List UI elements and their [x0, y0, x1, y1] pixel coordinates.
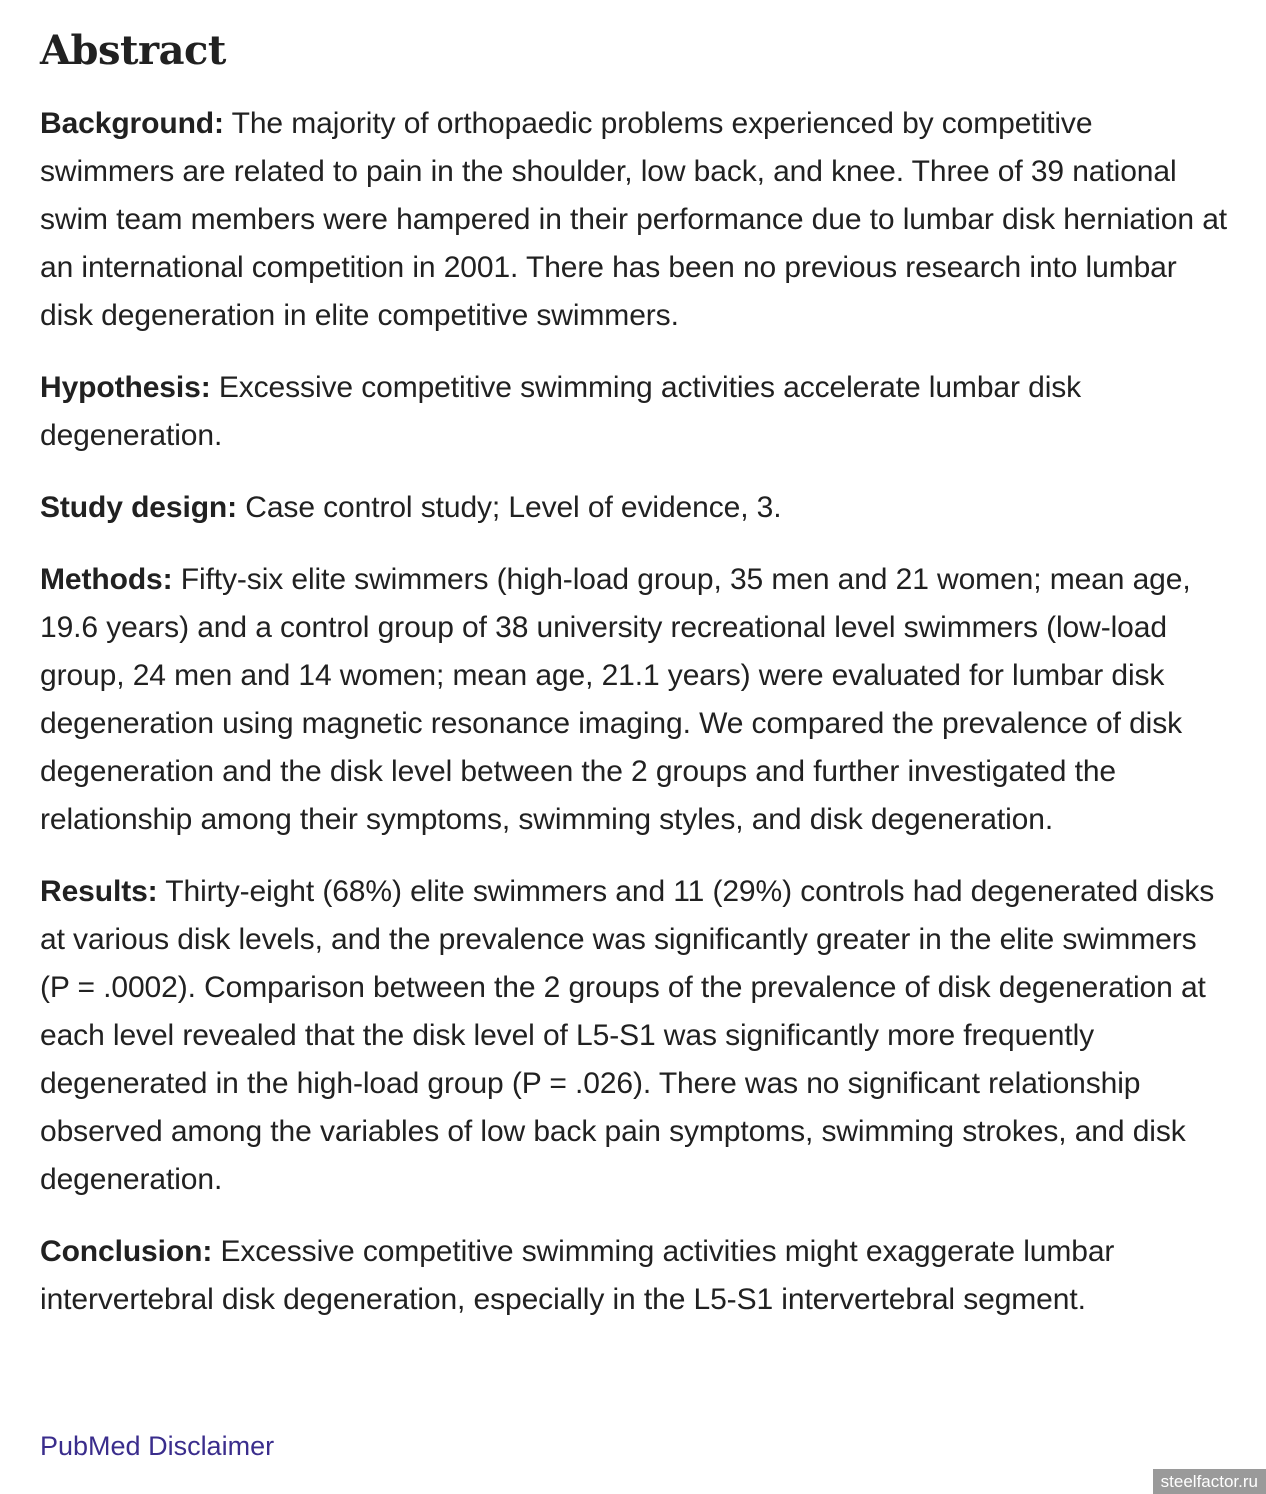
section-text: The majority of orthopaedic problems experienced by competitive swimmers are related to pain in the shoulder, low back, and knee. Three of 39 national swim team members were hampered in their performance due to lumbar disk herniation at an international competition in 2001. There has been no previous research into lumbar disk degeneration in elite competitive swimmers. — [40, 107, 1228, 332]
section-label: Conclusion: — [40, 1235, 213, 1268]
section-label: Methods: — [40, 563, 173, 596]
section-label: Study design: — [40, 491, 238, 524]
section-label: Background: — [40, 107, 224, 140]
section-text: Excessive competitive swimming activities might exaggerate lumbar intervertebral disk degeneration, especially in the L5-S1 intervertebral segment. — [40, 1235, 1115, 1316]
section-text: Fifty-six elite swimmers (high-load group, 35 men and 21 women; mean age, 19.6 years) and a control group of 38 university recreational level swimmers (low-load group, 24 men and 14 women; mean age, 21.1 years) were evaluated for lumbar disk degeneration using magnetic resonance imaging. We compared the prevalence of disk degeneration and the disk level between the 2 groups and further investigated the relationship among their symptoms, swimming styles, and disk degeneration. — [40, 563, 1191, 836]
abstract-hypothesis — [40, 364, 1230, 460]
section-text: Thirty-eight (68%) elite swimmers and 11 (29%) controls had degenerated disks at various disk levels, and the prevalence was significantly greater in the elite swimmers (P = .0002). Comparison between the 2 groups of the prevalence of disk degeneration at each level revealed that the disk level of L5-S1 was significantly more frequently degenerated in the high-load group (P = .026). There was no significant relationship observed among the variables of low back pain symptoms, swimming strokes, and disk degeneration. — [40, 875, 1215, 1196]
abstract-heading: Abstract — [40, 27, 226, 74]
abstract-conclusion — [40, 1228, 1230, 1324]
abstract-section — [40, 24, 1230, 1348]
abstract-results — [40, 868, 1230, 1204]
abstract-study-design — [40, 484, 1230, 532]
abstract-methods — [40, 556, 1230, 844]
watermark-label: steelfactor.ru — [1153, 1469, 1266, 1494]
abstract-background — [40, 100, 1230, 340]
section-label: Hypothesis: — [40, 371, 211, 404]
pubmed-disclaimer-link[interactable]: PubMed Disclaimer — [40, 1431, 275, 1461]
section-label: Results: — [40, 875, 158, 908]
section-text: Case control study; Level of evidence, 3. — [237, 491, 782, 524]
section-text: Excessive competitive swimming activities accelerate lumbar disk degeneration. — [40, 371, 1082, 452]
